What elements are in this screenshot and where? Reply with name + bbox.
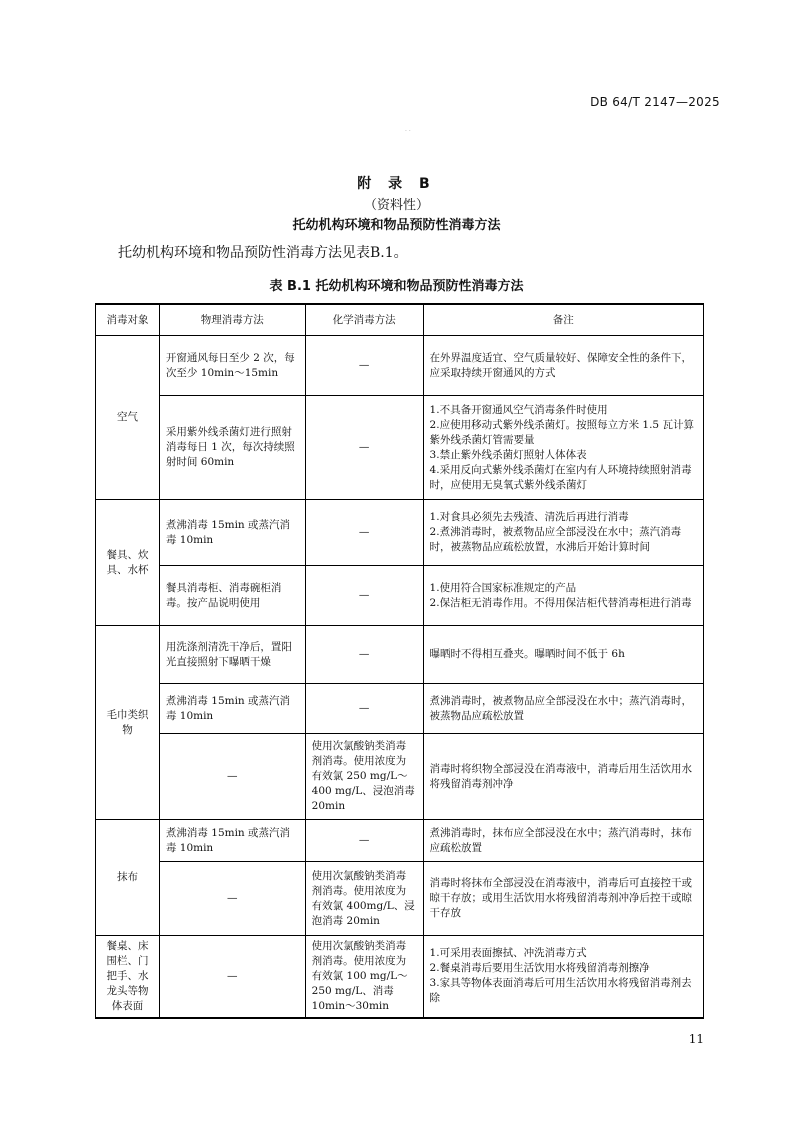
physical-cell: — xyxy=(159,862,305,936)
remark-cell xyxy=(423,566,703,626)
disinfection-table xyxy=(95,303,704,1019)
remark-line: 2.保洁柜无消毒作用。不得用保洁柜代替消毒柜进行消毒 xyxy=(429,596,692,609)
standard-code: DB 64/T 2147—2025 xyxy=(590,95,720,109)
remark-cell: 在外界温度适宜、空气质量较好、保障安全性的条件下，应采取持续开窗通风的方式 xyxy=(423,336,703,396)
table-row xyxy=(96,734,704,820)
chemical-cell: — xyxy=(305,336,423,396)
remark-cell xyxy=(423,500,703,566)
object-cell: 抹布 xyxy=(96,820,160,936)
annex-heading: 托幼机构环境和物品预防性消毒方法 xyxy=(292,218,501,233)
physical-cell: 煮沸消毒 15min 或蒸汽消毒 10min xyxy=(159,684,305,734)
remark-cell xyxy=(423,936,703,1018)
chemical-cell: — xyxy=(305,500,423,566)
table-row xyxy=(96,500,704,566)
table-row xyxy=(96,626,704,684)
chemical-cell: 使用次氯酸钠类消毒剂消毒。使用浓度为有效氯 400mg/L、浸泡消毒 20min xyxy=(305,862,423,936)
decorative-dots: · · xyxy=(405,128,411,135)
table-row xyxy=(96,862,704,936)
page-number: 11 xyxy=(688,1032,704,1046)
object-cell: 餐桌、床围栏、门把手、水龙头等物体表面 xyxy=(96,936,160,1018)
remark-line: 1.不具备开窗通风空气消毒条件时使用 xyxy=(429,403,608,416)
object-cell: 餐具、炊具、水杯 xyxy=(96,500,160,626)
physical-cell: — xyxy=(159,734,305,820)
remark-cell: 曝晒时不得相互叠夹。曝晒时间不低于 6h xyxy=(423,626,703,684)
remark-line: 1.对食具必须先去残渣、清洗后再进行消毒 xyxy=(429,511,629,523)
chemical-cell: — xyxy=(305,820,423,862)
chemical-cell: 使用次氯酸钠类消毒剂消毒。使用浓度为有效氯 250 mg/L～400 mg/L、浸泡消毒 20min xyxy=(305,734,423,820)
physical-cell: 用洗涤剂清洗干净后，置阳光直接照射下曝晒干燥 xyxy=(159,626,305,684)
table-row xyxy=(96,820,704,862)
physical-cell: 煮沸消毒 15min 或蒸汽消毒 10min xyxy=(159,500,305,566)
chemical-cell: 使用次氯酸钠类消毒剂消毒。使用浓度为有效氯 100 mg/L～250 mg/L、消毒 10min～30min xyxy=(305,936,423,1018)
physical-cell: 煮沸消毒 15min 或蒸汽消毒 10min xyxy=(159,820,305,862)
remark-line: 1.可采用表面擦拭、冲洗消毒方式 xyxy=(429,947,587,960)
chemical-cell: — xyxy=(305,566,423,626)
intro-text: 托幼机构环境和物品预防性消毒方法见表B.1。 xyxy=(118,245,408,261)
remark-line: 2.餐桌消毒后要用生活饮用水将残留消毒剂擦净 xyxy=(429,962,650,975)
physical-cell: — xyxy=(159,936,305,1018)
remark-cell: 煮沸消毒时，被煮物品应全部浸没在水中；蒸汽消毒时，被蒸物品应疏松放置 xyxy=(423,684,703,734)
remark-line: 4.采用反向式紫外线杀菌灯在室内有人环境持续照射消毒时，应使用无臭氧式紫外线杀菌灯 xyxy=(429,463,692,491)
chemical-cell: — xyxy=(305,396,423,500)
table-header-row xyxy=(96,304,704,336)
annex-note: （资料性） xyxy=(363,198,429,213)
table-row xyxy=(96,336,704,396)
header-chemical: 化学消毒方法 xyxy=(305,304,423,336)
header-remark: 备注 xyxy=(423,304,703,336)
header-object: 消毒对象 xyxy=(96,304,160,336)
remark-line: 2.应使用移动式紫外线杀菌灯。按照每立方米 1.5 瓦计算紫外线杀菌灯管需要量 xyxy=(429,418,694,446)
remark-line: 1.使用符合国家标准规定的产品 xyxy=(429,581,577,594)
chemical-cell: — xyxy=(305,626,423,684)
remark-line: 3.禁止紫外线杀菌灯照射人体体表 xyxy=(429,448,587,461)
table-row xyxy=(96,684,704,734)
table-row xyxy=(96,566,704,626)
remark-cell: 煮沸消毒时，抹布应全部浸没在水中；蒸汽消毒时，抹布应疏松放置 xyxy=(423,820,703,862)
table-row xyxy=(96,936,704,1018)
object-cell: 空气 xyxy=(96,336,160,500)
table-row xyxy=(96,396,704,500)
header-physical: 物理消毒方法 xyxy=(159,304,305,336)
remark-line: 3.家具等物体表面消毒后可用生活饮用水将残留消毒剂去除 xyxy=(429,977,692,1005)
chemical-cell: — xyxy=(305,684,423,734)
physical-cell: 采用紫外线杀菌灯进行照射消毒每日 1 次，每次持续照射时间 60min xyxy=(159,396,305,500)
remark-cell: 消毒时将抹布全部浸没在消毒液中，消毒后可直接控干或晾干存放；或用生活饮用水将残留消毒剂冲净后控干或晾干存放 xyxy=(423,862,703,936)
annex-title: 附 录 B xyxy=(357,176,436,192)
physical-cell: 餐具消毒柜、消毒碗柜消毒。按产品说明使用 xyxy=(159,566,305,626)
table-caption: 表 B.1 托幼机构环境和物品预防性消毒方法 xyxy=(269,279,524,294)
physical-cell: 开窗通风每日至少 2 次，每次至少 10min～15min xyxy=(159,336,305,396)
remark-line: 2.煮沸消毒时，被煮物品应全部浸没在水中；蒸汽消毒时，被蒸物品应疏松放置，水沸后开始计算时间 xyxy=(429,526,682,553)
remark-cell: 消毒时将织物全部浸没在消毒液中，消毒后用生活饮用水将残留消毒剂冲净 xyxy=(423,734,703,820)
remark-cell xyxy=(423,396,703,500)
object-cell: 毛巾类织物 xyxy=(96,626,160,820)
